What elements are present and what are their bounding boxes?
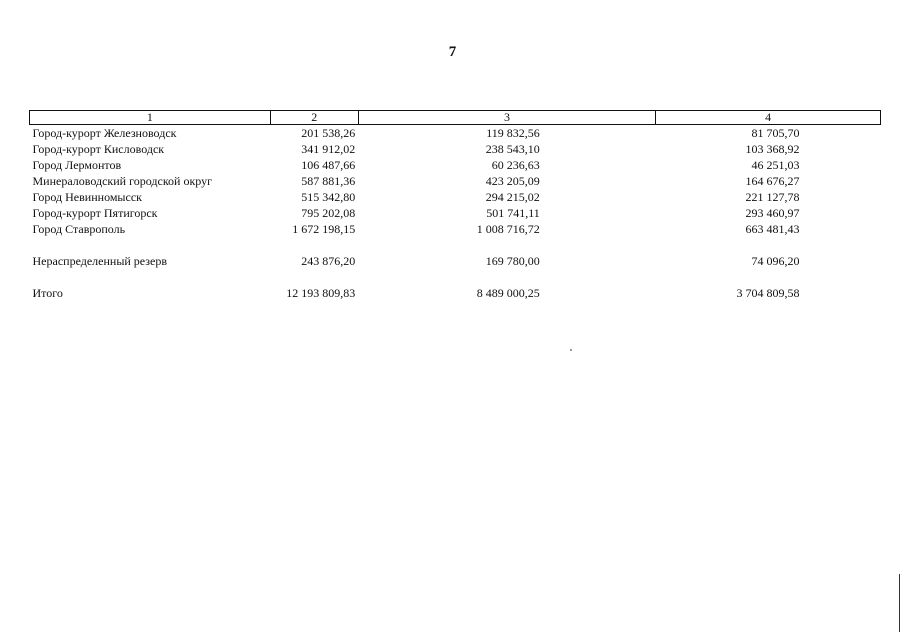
row-value-col4: 81 705,70 (751, 126, 800, 140)
table-header (30, 111, 881, 125)
row-value-col3: 60 236,63 (491, 158, 540, 172)
column-header-2: 2 (270, 111, 358, 125)
row-value-col3: 1 008 716,72 (476, 222, 540, 236)
row-name: Город Невинномысск (32, 190, 142, 204)
row-name: Город-курорт Пятигорск (32, 206, 158, 220)
row-name: Город-курорт Железноводск (32, 126, 177, 140)
spacer-cell (30, 237, 881, 253)
row-value-col3: 238 543,10 (485, 142, 540, 156)
scan-speck (570, 349, 572, 351)
table-row (30, 205, 881, 221)
page-number: 7 (448, 44, 457, 60)
row-value-col2: 201 538,26 (301, 126, 356, 140)
scan-edge-line (899, 574, 900, 632)
row-value-col3: 294 215,02 (485, 190, 540, 204)
table-row (30, 189, 881, 205)
row-name: Город Лермонтов (32, 158, 122, 172)
reserve-name: Нераспределенный резерв (32, 254, 168, 268)
row-name: Город Ставрополь (32, 222, 126, 236)
row-value-col2: 795 202,08 (301, 206, 356, 220)
total-row (30, 285, 881, 301)
row-value-col3: 423 205,09 (485, 174, 540, 188)
table-row (30, 141, 881, 157)
row-value-col4: 46 251,03 (751, 158, 800, 172)
total-value-col3: 8 489 000,25 (476, 286, 540, 300)
table-body (30, 125, 881, 302)
table-row (30, 125, 881, 142)
row-name: Город-курорт Кисловодск (32, 142, 165, 156)
row-value-col2: 106 487,66 (301, 158, 356, 172)
spacer-row (30, 237, 881, 253)
row-value-col2: 515 342,80 (301, 190, 356, 204)
row-value-col4: 293 460,97 (745, 206, 800, 220)
row-value-col3: 119 832,56 (486, 126, 540, 140)
table-row (30, 221, 881, 237)
reserve-value-col4: 74 096,20 (751, 254, 800, 268)
row-value-col2: 341 912,02 (301, 142, 356, 156)
row-value-col4: 221 127,78 (745, 190, 800, 204)
header-row (30, 111, 881, 125)
reserve-row (30, 253, 881, 269)
budget-table (29, 110, 881, 301)
column-header-4: 4 (656, 111, 881, 125)
row-value-col4: 164 676,27 (745, 174, 800, 188)
total-value-col4: 3 704 809,58 (736, 286, 800, 300)
total-name: Итого (32, 286, 63, 300)
table-row (30, 157, 881, 173)
row-name: Минераловодский городской округ (32, 174, 213, 188)
column-header-1: 1 (30, 111, 271, 125)
spacer-row (30, 269, 881, 285)
reserve-value-col2: 243 876,20 (301, 254, 356, 268)
row-value-col3: 501 741,11 (486, 206, 540, 220)
row-value-col2: 1 672 198,15 (292, 222, 356, 236)
reserve-value-col3: 169 780,00 (485, 254, 540, 268)
column-header-3: 3 (358, 111, 656, 125)
table-row (30, 173, 881, 189)
spacer-cell (30, 269, 881, 285)
row-value-col4: 663 481,43 (745, 222, 800, 236)
total-value-col2: 12 193 809,83 (286, 286, 356, 300)
row-value-col2: 587 881,36 (301, 174, 356, 188)
row-value-col4: 103 368,92 (745, 142, 800, 156)
